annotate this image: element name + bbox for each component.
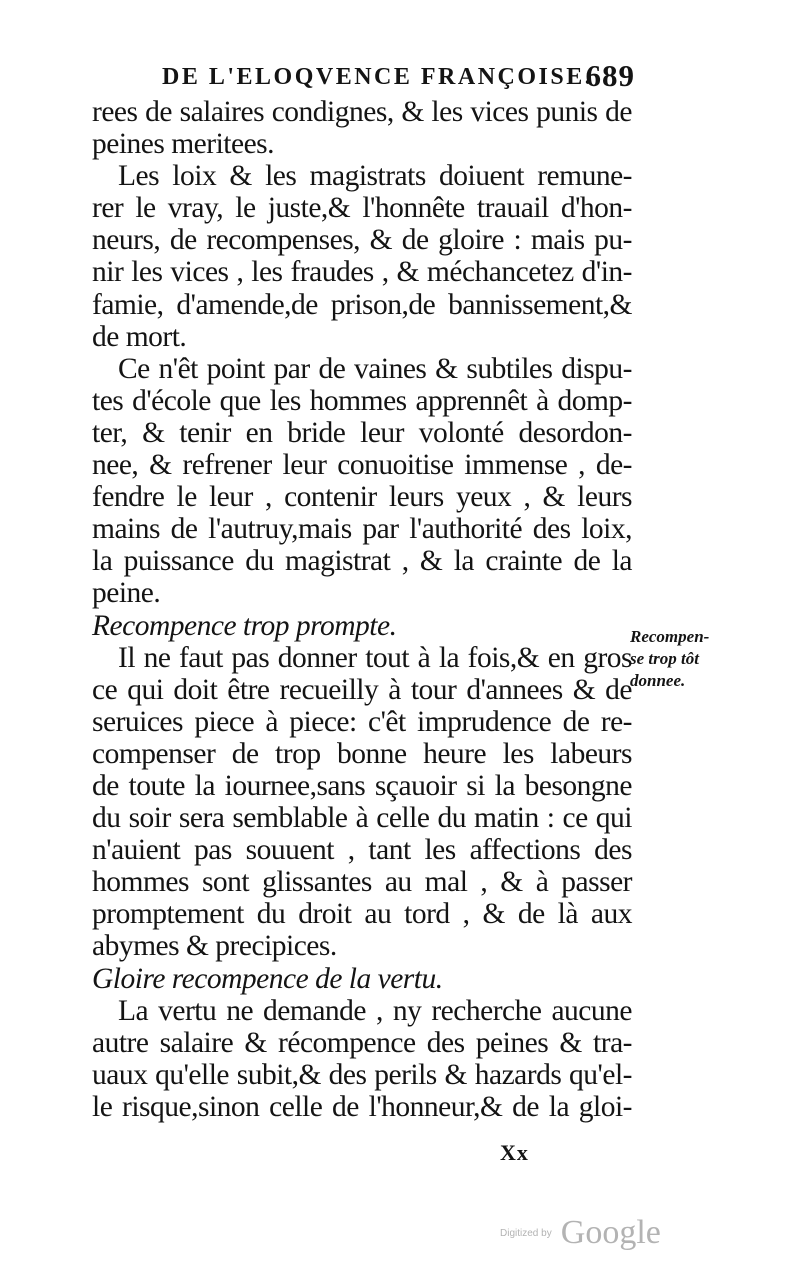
text-line: autre salaire & récompence des peines & tra- — [92, 1026, 632, 1059]
text-line: n'auient pas souuent , tant les affections des — [92, 834, 632, 867]
text-line: peines meritees. — [92, 128, 275, 161]
text-line: compenser de trop bonne heure les labeurs — [92, 737, 632, 770]
paragraph-start-line: La vertu ne demande , ny recherche aucune — [118, 994, 632, 1027]
text-line: ter, & tenir en bride leur volonté desordon- — [92, 416, 632, 449]
google-logo: Google — [560, 1214, 661, 1251]
text-line: rees de salaires condignes, & les vices punis de — [92, 96, 632, 128]
text-line: fendre le leur , contenir leurs yeux , & leurs — [92, 481, 632, 514]
text-line: seruices piece à piece: c'êt imprudence de re- — [92, 705, 632, 738]
text-line: abymes & precipices. — [92, 930, 337, 963]
margin-note-line: Recompen- — [630, 627, 710, 646]
text-line: peine. — [92, 577, 161, 610]
paragraph-start-line: Les loix & les magistrats doiuent remune- — [118, 160, 632, 193]
text-line: nee, & refrener leur conuoitise immense , de- — [92, 449, 632, 482]
text-line: hommes sont glissantes au mal , & à passer — [92, 866, 632, 899]
text-line: mains de l'autruy,mais par l'authorité des loix, — [92, 513, 632, 546]
text-line: du soir sera semblable à celle du matin : ce qui — [92, 802, 632, 835]
paragraph-start-line: Il ne faut pas donner tout à la fois,& en gros — [118, 641, 632, 674]
paragraph-start-line: Ce n'êt point par de vaines & subtiles dispu- — [118, 352, 632, 385]
text-line: la puissance du magistrat , & la crainte de la — [92, 545, 632, 578]
signature-mark: Xx — [500, 1140, 529, 1165]
running-title: DE L'ELOQVENCE FRANÇOISE. — [162, 64, 594, 90]
margin-note-line: se trop tôt — [630, 649, 699, 668]
text-line: tes d'école que les hommes apprennêt à domp- — [92, 384, 632, 417]
text-line: uaux qu'elle subit,& des perils & hazards qu'el- — [92, 1058, 632, 1091]
text-line: rer le vray, le juste,& l'honnête trauail d'hon- — [92, 192, 632, 225]
text-line: ce qui doit être recueilly à tour d'annees & de — [92, 673, 632, 706]
text-line: le risque,sinon celle de l'honneur,& de la gloi- — [92, 1090, 632, 1123]
margin-note-line: donnee. — [630, 671, 686, 690]
text-line: famie, d'amende,de prison,de bannissement,& — [92, 288, 632, 321]
text-line: neurs, de recompenses, & de gloire : mais pu- — [92, 224, 632, 257]
margin-note — [630, 626, 790, 692]
text-line: de mort. — [92, 320, 187, 353]
running-head — [90, 58, 635, 98]
section-heading: Recompence trop prompte. — [92, 609, 397, 642]
page-number: 689 — [585, 58, 635, 93]
section-heading: Gloire recompence de la vertu. — [92, 962, 443, 995]
text-line: de toute la iournee,sans sçauoir si la besongne — [92, 769, 632, 802]
text-line: nir les vices , les fraudes , & méchancetez d'in- — [92, 256, 632, 289]
digitized-watermark — [500, 1214, 661, 1252]
text-line: promptement du droit au tord , & de là aux — [92, 898, 632, 931]
body-text — [92, 96, 632, 1123]
watermark-prefix: Digitized by — [500, 1227, 552, 1239]
